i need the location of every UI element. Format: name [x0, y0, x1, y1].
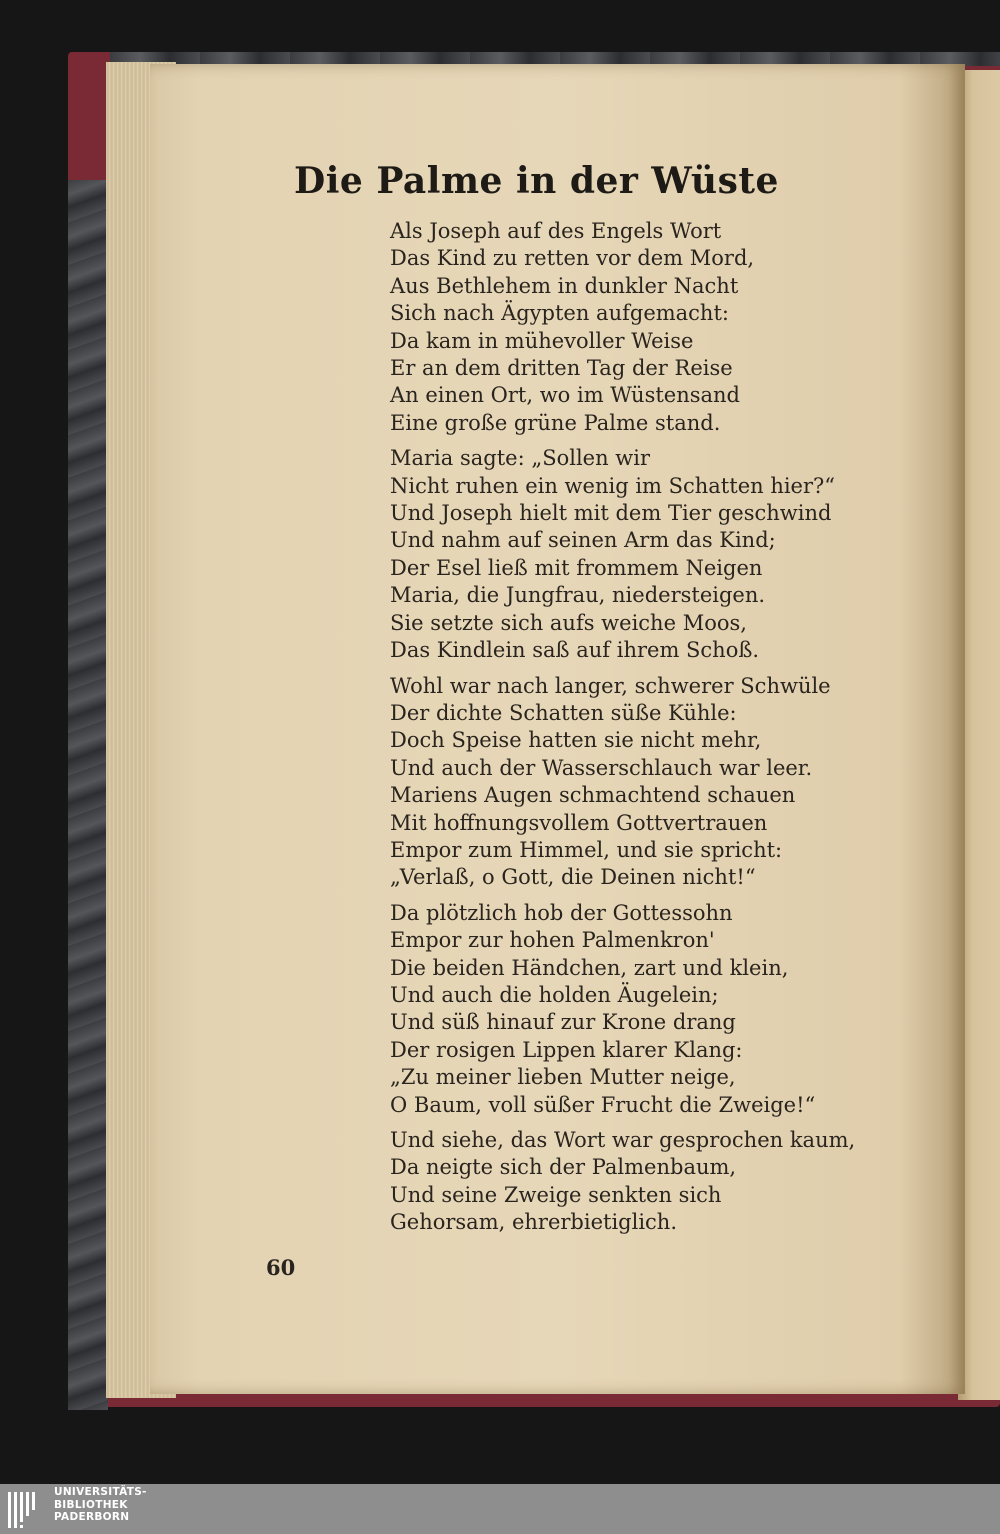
- poem-line: Gehorsam, ehrerbietiglich.: [390, 1210, 678, 1235]
- logo-line: PADERBORN: [54, 1511, 130, 1523]
- poem-line: Aus Bethlehem in dunkler Nacht: [390, 273, 739, 298]
- poem-line: Maria, die Jungfrau, niedersteigen.: [390, 583, 766, 608]
- poem-line: Doch Speise hatten sie nicht mehr,: [390, 728, 762, 753]
- poem-line: Und nahm auf seinen Arm das Kind;: [390, 528, 776, 553]
- stanza: [390, 673, 910, 892]
- poem-line: Und auch der Wasserschlauch war leer.: [390, 755, 813, 780]
- poem-line: Und süß hinauf zur Krone drang: [390, 1010, 736, 1035]
- library-logo-icon: [6, 1488, 46, 1532]
- poem-line: Empor zum Himmel, und sie spricht:: [390, 837, 783, 862]
- poem-line: Der Esel ließ mit frommem Neigen: [390, 555, 763, 580]
- poem-line: Mariens Augen schmachtend schauen: [390, 783, 796, 808]
- poem-line: Das Kindlein saß auf ihrem Schoß.: [390, 638, 760, 663]
- stanza: [390, 900, 910, 1119]
- poem-line: Der dichte Schatten süße Kühle:: [390, 700, 737, 725]
- poem-line: „Zu meiner lieben Mutter neige,: [390, 1065, 736, 1090]
- poem-line: Empor zur hohen Palmenkron': [390, 928, 715, 953]
- logo-line: UNIVERSITÄTS-: [54, 1486, 147, 1498]
- poem-line: Da kam in mühevoller Weise: [390, 328, 694, 353]
- poem-line: Da plötzlich hob der Gottessohn: [390, 900, 733, 925]
- poem-line: Maria sagte: „Sollen wir: [390, 446, 651, 471]
- poem-line: Mit hoffnungsvollem Gottvertrauen: [390, 810, 768, 835]
- poem-line: Er an dem dritten Tag der Reise: [390, 356, 733, 381]
- poem-body: [390, 218, 910, 1245]
- poem-line: Und auch die holden Äugelein;: [390, 982, 719, 1007]
- poem-line: Der rosigen Lippen klarer Klang:: [390, 1037, 743, 1062]
- poem-line: Wohl war nach langer, schwerer Schwüle: [390, 673, 831, 698]
- poem-line: Als Joseph auf des Engels Wort: [390, 219, 722, 243]
- poem-line: Nicht ruhen ein wenig im Schatten hier?“: [390, 473, 836, 498]
- poem-line: Das Kind zu retten vor dem Mord,: [390, 246, 755, 271]
- footer-bar: [0, 1484, 1000, 1534]
- stanza: [390, 445, 910, 664]
- poem-line: Eine große grüne Palme stand.: [390, 410, 721, 435]
- page-number: 60: [266, 1255, 296, 1280]
- poem-line: An einen Ort, wo im Wüstensand: [390, 383, 740, 408]
- stanza: [390, 1127, 910, 1237]
- poem-line: Und seine Zweige senkten sich: [390, 1182, 722, 1207]
- stanza: [390, 218, 910, 437]
- poem-title: Die Palme in der Wüste: [294, 160, 779, 202]
- library-logo-text: [54, 1486, 147, 1524]
- poem-line: Und Joseph hielt mit dem Tier geschwind: [390, 501, 832, 526]
- logo-line: BIBLIOTHEK: [54, 1498, 128, 1511]
- poem-line: „Verlaß, o Gott, die Deinen nicht!“: [390, 865, 756, 890]
- poem-line: Da neigte sich der Palmenbaum,: [390, 1155, 737, 1180]
- poem-line: Die beiden Händchen, zart und klein,: [390, 955, 789, 980]
- poem-line: Sich nach Ägypten aufgemacht:: [390, 301, 729, 326]
- poem-line: O Baum, voll süßer Frucht die Zweige!“: [390, 1092, 816, 1117]
- book-cover-marbled-spine: [68, 180, 108, 1410]
- poem-line: Und siehe, das Wort war gesprochen kaum,: [390, 1128, 856, 1152]
- poem-line: Sie setzte sich aufs weiche Moos,: [390, 610, 747, 635]
